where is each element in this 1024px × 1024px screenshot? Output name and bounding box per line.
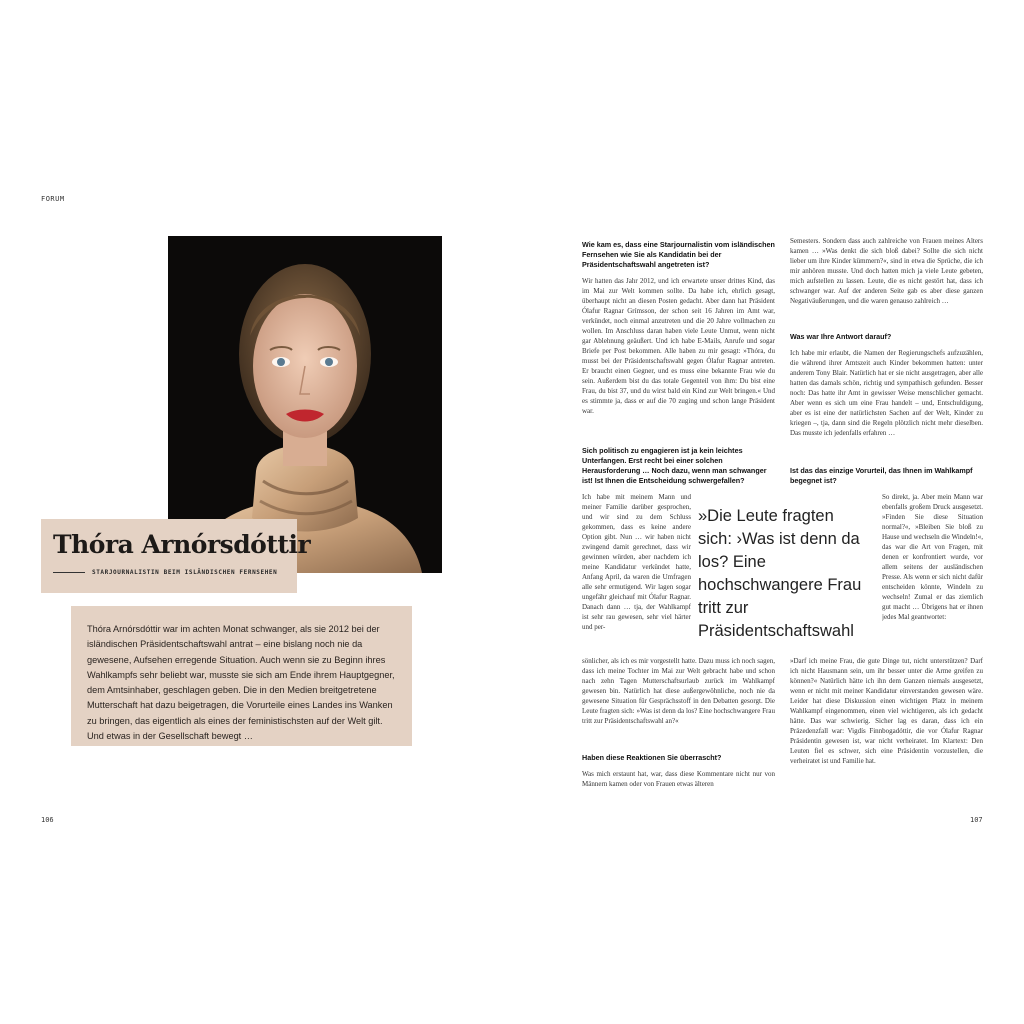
question-1: Wie kam es, dass eine Starjournalistin vom isländischen Fernsehen wie Sie als Kandidatin bei der Präsidentschaftswahl angetreten ist? — [582, 240, 775, 269]
page-number-right: 107 — [970, 816, 983, 824]
answer-4: Ich habe mir erlaubt, die Namen der Regierungschefs aufzuzählen, die während ihrer Amtszeit auch Kinder bekommen hatten: unter anderem Tony Blair. Natürlich hat er sie nicht ausgetragen, aber alle hatten das damals schön, richtig und sympathisch gefunden. Besser noch: Das hatte ihr Amt in gewisser Weise menschlicher gemacht. Aber wenn es sich um eine Frau handelt – und, Entschuldigung, aber es ist eine der natürlichsten Sachen auf der Welt, Kinder zu kriegen –, tja, dann sind die Regeln plötzlich nicht mehr dieselben. Das musste ich jedenfalls erfahren … — [790, 349, 983, 437]
question-4: Was war Ihre Antwort darauf? — [790, 332, 892, 341]
answer-3: Was mich erstaunt hat, war, dass diese Kommentare nicht nur von Männern kamen oder von Frauen etwas älteren — [582, 770, 775, 788]
name-divider — [53, 572, 85, 573]
question-2: Sich politisch zu engagieren ist ja kein leichtes Unterfangen. Erst recht bei einer solchen Herausforderung … Noch dazu, wenn man schwanger ist! Ist Ihnen die Entscheidung schwergefallen? — [582, 446, 767, 485]
interviewee-subtitle: STARJOURNALISTIN BEIM ISLÄNDISCHEN FERNSEHEN — [92, 569, 278, 576]
question-3: Haben diese Reaktionen Sie überrascht? — [582, 753, 722, 762]
answer-5-continued: »Darf ich meine Frau, die gute Dinge tut, nicht unterstützen? Darf ich nicht Hausmann sein, um ihr besser unter die Arme greifen zu können?« Natürlich hätte ich ihn dem Ganzen niemals ausgesetzt, wenn er nicht mit meiner Kandidatur einverstanden gewesen wäre. Leider hat diese Diskussion einen wichtigen Platz in meinem Wahlkampf eingenommen, einen viel wichtigeren, als ich gedacht hätte. Das war schwierig. Sicher lag es daran, dass ich ein Präzedenzfall war: Vigdís Finnbogadóttir, die vor Ólafur Ragnar Präsidentin gewesen ist, war nicht verheiratet. Im Klartext: Den Leuten fiel es schwer, sich eine Präsidentin vorzustellen, die verheiratet ist und Familie hat. — [790, 657, 983, 765]
answer-3-continued: Semesters. Sondern dass auch zahlreiche von Frauen meines Alters kamen … »Was denkt die sich bloß dabei? Sollte die sich nicht lieber um ihre Kinder kümmern?«, sind in etwa die Sprüche, die ich mir anhören musste. Und doch hatten mich ja viele Leute gebeten, mich aufstellen zu lassen. Leute, die es nicht gestört hat, dass ich schwanger war. Auf der anderen Seite gab es aber diese ganzen Negativäußerungen, und die waren genauso zahlreich … — [790, 237, 983, 305]
answer-2-left: Ich habe mit meinem Mann und meiner Familie darüber gesprochen, und wir sind zu dem Schluss gekommen, dass es keine andere Option gibt. Nun … wir haben nicht zwingend damit gerechnet, dass wir gewinnen würden, aber nachdem ich meine Kandidatur verkündet hatte, Anfang April, da waren die Umfragen alle sehr ermutigend. Wir lagen sogar ungefähr gleichauf mit Ólafur Ragnar. Danach dann … tja, der Wahlkampf ist sehr rau gewesen, sehr viel härter und per- — [582, 493, 691, 631]
pull-quote: »Die Leute fragten sich: ›Was ist denn da los? Eine hochschwangere Frau tritt zur Präsidentschaftswahl — [698, 507, 862, 640]
page-number-left: 106 — [41, 816, 54, 824]
answer-1: Wir hatten das Jahr 2012, und ich erwartete unser drittes Kind, das im Mai zur Welt kommen sollte. Da habe ich, ehrlich gesagt, überhaupt nicht an diesen Posten gedacht. Aber dann hat Präsident Ólafur Ragnar Grímsson, der schon seit 16 Jahren im Amt war, verkündet, noch einmal anzutreten und die 20 Jahre vollmachen zu wollen. Im Anschluss daran haben viele Leute Unmut, wenn nicht gar Ablehnung geäußert. Und ich habe E-Mails, Anrufe und sogar Briefe per Post bekommen. Alle haben zu mir gesagt: »Thóra, du musst bei der Präsidentschaftswahl gegen Ólafur Ragnar antreten. Er braucht einen Gegner, und es muss eine bekannte Frau wie du sein. Außerdem bist du das totale Gegenteil von ihm: Du bist eine Frau, du bist 37, und du wirst bald ein Kind zur Welt bringen.« Und es stimmte ja, dass er auf die 70 zuging und schon lange Präsident war. — [582, 277, 775, 415]
interviewee-name: Thóra Arnórsdóttir — [53, 530, 311, 559]
name-box — [41, 519, 311, 593]
intro-text: Thóra Arnórsdóttir war im achten Monat schwanger, als sie 2012 bei der isländischen Präsidentschaftswahl antrat – eine bislang noch nie da gewesene, Aufsehen erregende Situation. Auch wenn sie zu Beginn ihres Wahlkampfs sehr beliebt war, musste sie sich am Ende ihrem Hauptgegner, dem Amtsinhaber, geschlagen geben. Die in den Medien breitgetretene Mutterschaft hat dazu beigetragen, die Vorurteile eines Landes ins Wanken zu bringen, das eigentlich als eines der feministischsten auf der Welt gilt. Und etwas in der Gesellschaft bewegt … — [87, 624, 395, 742]
answer-5-right: So direkt, ja. Aber mein Mann war ebenfalls großem Druck ausgesetzt. »Finden Sie diese Situation normal?«, »Bleiben Sie bloß zu Hause und wechseln die Windeln!«, das war die Art von Fragen, mit denen er konfrontiert wurde, vor allem seitens der ausländischen Presse. Als wenn er sich nicht dafür entscheiden könnte, Windeln zu wechseln! Zumal er das ziemlich gut macht … Übrigens hat er ihnen jedes Mal geantwortet: — [882, 493, 983, 621]
answer-2-continued: sönlicher, als ich es mir vorgestellt hatte. Dazu muss ich noch sagen, dass ich meine Tochter im Mai zur Welt gebracht habe und schon nach zehn Tagen Mutterschaftsurlaub zurück im Wahlkampf gewesen bin. Natürlich hat diese außergewöhnliche, noch nie da gewesene Situation für Gesprächsstoff in den Debatten gesorgt. Die Leute fragten sich: »Was ist denn da los? Eine hochschwangere Frau tritt zur Präsidentschaftswahl an?« — [582, 657, 775, 725]
intro-box — [71, 606, 412, 746]
section-label: FORUM — [41, 195, 65, 203]
question-5: Ist das das einzige Vorurteil, das Ihnen im Wahlkampf begegnet ist? — [790, 466, 973, 485]
